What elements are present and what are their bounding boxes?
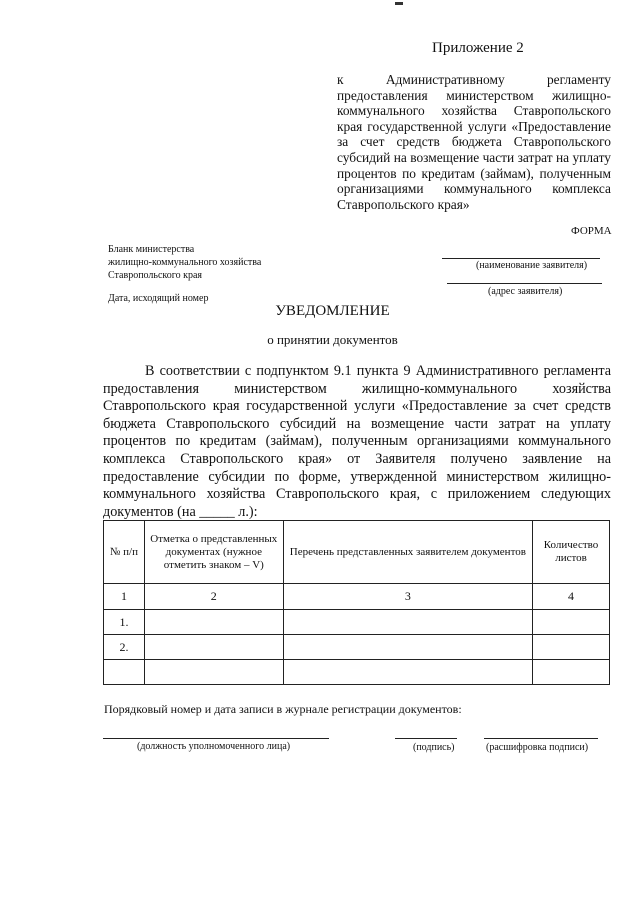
table-row bbox=[104, 635, 610, 660]
letterhead-line: Ставропольского края bbox=[108, 270, 202, 281]
date-outgoing-number-label: Дата, исходящий номер bbox=[108, 293, 209, 304]
position-caption: (должность уполномоченного лица) bbox=[137, 741, 291, 752]
row-number bbox=[104, 660, 145, 685]
table-row bbox=[104, 610, 610, 635]
applicant-address-caption: (адрес заявителя) bbox=[488, 286, 563, 297]
header-documents-list: Перечень представленных заявителем документов bbox=[283, 521, 532, 584]
document-subtitle: о принятии документов bbox=[267, 332, 398, 347]
document-title: УВЕДОМЛЕНИЕ bbox=[275, 303, 390, 319]
column-number: 3 bbox=[283, 584, 532, 610]
appendix-label: Приложение 2 bbox=[432, 40, 524, 56]
header-mark: Отметка о представленных документах (нужное отметить знаком – V) bbox=[144, 521, 283, 584]
column-number: 1 bbox=[104, 584, 145, 610]
documents-table bbox=[103, 520, 610, 685]
row-number: 2. bbox=[104, 635, 145, 660]
journal-registration-label: Порядковый номер и дата записи в журнале регистрации документов: bbox=[104, 702, 462, 716]
signature-decode-caption: (расшифровка подписи) bbox=[486, 742, 589, 753]
letterhead bbox=[108, 243, 261, 282]
signature-decode-line bbox=[484, 738, 598, 739]
row-sheets-cell[interactable] bbox=[533, 610, 610, 635]
row-mark-cell[interactable] bbox=[144, 610, 283, 635]
letterhead-line: жилищно-коммунального хозяйства bbox=[108, 257, 262, 268]
row-mark-cell[interactable] bbox=[144, 635, 283, 660]
row-sheets-cell[interactable] bbox=[533, 635, 610, 660]
row-sheets-cell[interactable] bbox=[533, 660, 610, 685]
regulation-reference: к Административному регламенту предоставления министерством жилищно-коммунального хозяйства Ставропольского края государственной услуги «Предоставление за счет средств бюджета Ставропольского субсидий на возмещение части затрат на уплату процентов по кредитам (займам), полученным организациями коммунального комплекса Ставропольского края» bbox=[337, 72, 611, 212]
row-number: 1. bbox=[104, 610, 145, 635]
row-document-cell[interactable] bbox=[283, 660, 532, 685]
applicant-address-line bbox=[447, 283, 602, 284]
row-mark-cell[interactable] bbox=[144, 660, 283, 685]
position-line bbox=[103, 738, 329, 739]
letterhead-line: Бланк министерства bbox=[108, 244, 195, 255]
signature-caption: (подпись) bbox=[413, 742, 455, 753]
row-document-cell[interactable] bbox=[283, 610, 532, 635]
signature-line bbox=[395, 738, 457, 739]
header-number: № п/п bbox=[104, 521, 145, 584]
applicant-name-caption: (наименование заявителя) bbox=[476, 260, 588, 271]
column-numbers-row bbox=[104, 584, 610, 610]
table-header-row bbox=[104, 521, 610, 584]
column-number: 4 bbox=[533, 584, 610, 610]
header-sheet-count: Количество листов bbox=[533, 521, 610, 584]
column-number: 2 bbox=[144, 584, 283, 610]
form-label: ФОРМА bbox=[571, 225, 612, 237]
row-document-cell[interactable] bbox=[283, 635, 532, 660]
table-row bbox=[104, 660, 610, 685]
body-paragraph: В соответствии с подпунктом 9.1 пункта 9 Административного регламента предоставления министерством жилищно-коммунального хозяйства Ставропольского края государственной услуги «Предоставление за счет средств бюджета Ставропольского субсидий на возмещение части затрат на уплату процентов по кредитам (займам), полученным организациями коммунального комплекса Ставропольского края» от Заявителя получено заявление на предоставление субсидии по форме, утвержденной министерством жилищно-коммунального хозяйства Ставропольского края, с приложением следующих документов (на _____ л.): bbox=[103, 363, 611, 520]
scan-mark bbox=[395, 2, 403, 5]
applicant-name-line bbox=[442, 258, 600, 259]
